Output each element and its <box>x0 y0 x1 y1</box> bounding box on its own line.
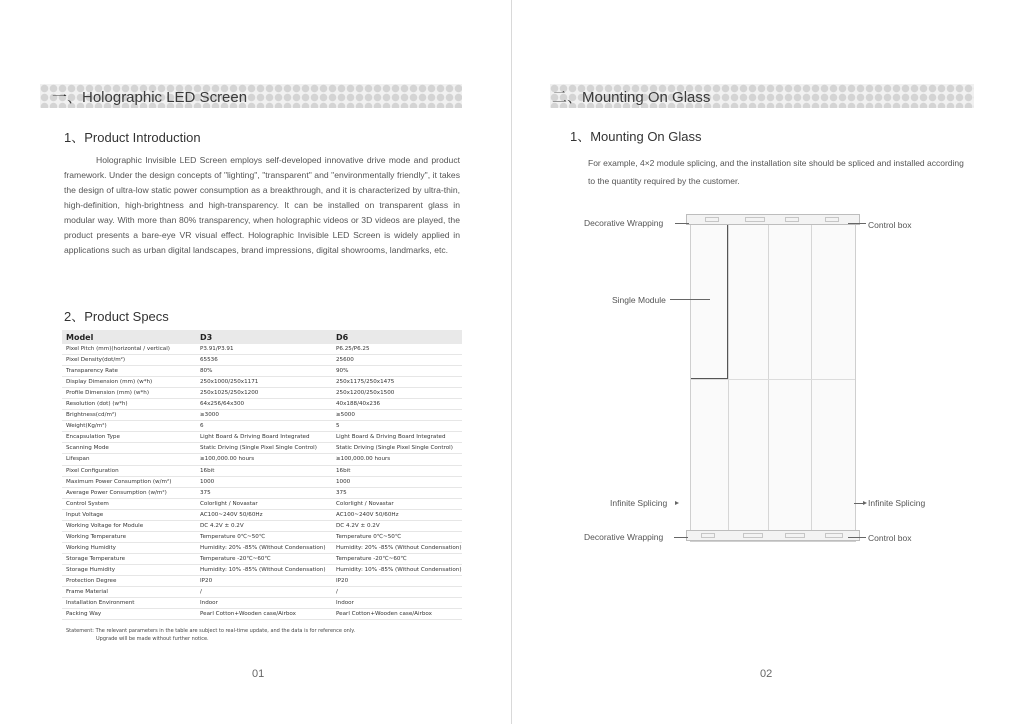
specs-table <box>62 330 462 620</box>
specs-header-row <box>62 330 462 344</box>
control-box-segment <box>785 533 805 538</box>
control-box-segment <box>743 533 763 538</box>
table-row <box>62 564 462 575</box>
table-row <box>62 366 462 377</box>
spec-name-cell: Scanning Mode <box>62 443 196 454</box>
mounting-description: For example, 4×2 module splicing, and the installation site should be spliced and installed according to the quantity required by the customer. <box>588 158 964 186</box>
table-row <box>62 531 462 542</box>
spec-d3-cell: IP20 <box>196 575 332 586</box>
table-row <box>62 399 462 410</box>
spec-d6-cell: 375 <box>332 487 462 498</box>
leader-line <box>674 537 688 538</box>
table-row <box>62 487 462 498</box>
spec-name-cell: Storage Humidity <box>62 564 196 575</box>
spec-name-cell: Resolution (dot) (w*h) <box>62 399 196 410</box>
arrow-right-icon <box>675 501 679 505</box>
spec-name-cell: Average Power Consumption (w/m²) <box>62 487 196 498</box>
spec-d6-cell: Pearl Cotton+Wooden case/Airbox <box>332 609 462 620</box>
page-number-left: 01 <box>252 668 265 680</box>
table-row <box>62 520 462 531</box>
right-page <box>512 0 1024 724</box>
label-infinite-splicing-left: Infinite Splicing <box>610 498 668 508</box>
decorative-wrapping-strip-top <box>686 214 860 225</box>
left-header-title: 一、Holographic LED Screen <box>52 89 248 106</box>
statement-line-2: Upgrade will be made without further notice. <box>96 635 209 642</box>
spec-d6-cell: P6.25/P6.25 <box>332 344 462 355</box>
spec-name-cell: Storage Temperature <box>62 553 196 564</box>
spec-name-cell: Protection Degree <box>62 575 196 586</box>
control-box-segment <box>825 533 843 538</box>
spec-d6-cell: DC 4.2V ± 0.2V <box>332 520 462 531</box>
table-row <box>62 476 462 487</box>
spec-name-cell: Weight(Kg/m²) <box>62 421 196 432</box>
table-row <box>62 443 462 454</box>
label-control-box-bottom: Control box <box>868 533 912 543</box>
spec-name-cell: Packing Way <box>62 609 196 620</box>
spec-d3-cell: P3.91/P3.91 <box>196 344 332 355</box>
table-row <box>62 465 462 476</box>
spec-d3-cell: / <box>196 587 332 598</box>
module-divider <box>768 219 769 541</box>
spec-d6-cell: 90% <box>332 366 462 377</box>
spec-name-cell: Working Temperature <box>62 531 196 542</box>
specs-header-d6: D6 <box>332 330 462 344</box>
spec-d6-cell: Colorlight / Novastar <box>332 498 462 509</box>
right-header-title: 二、Mounting On Glass <box>552 89 711 106</box>
table-row <box>62 498 462 509</box>
label-decorative-wrapping-bottom: Decorative Wrapping <box>584 532 664 542</box>
table-row <box>62 355 462 366</box>
specs-header-d3: D3 <box>196 330 332 344</box>
table-row <box>62 575 462 586</box>
label-control-box-top: Control box <box>868 220 912 230</box>
table-row <box>62 609 462 620</box>
spec-name-cell: Brightness(cd/m²) <box>62 410 196 421</box>
control-box-segment <box>705 217 719 222</box>
table-row <box>62 509 462 520</box>
statement-note <box>66 628 355 643</box>
spec-d6-cell: Temperature 0℃~50℃ <box>332 531 462 542</box>
spec-name-cell: Transparency Rate <box>62 366 196 377</box>
spec-name-cell: Control System <box>62 498 196 509</box>
spec-name-cell: Working Humidity <box>62 542 196 553</box>
spec-d6-cell: Light Board & Driving Board Integrated <box>332 432 462 443</box>
spec-d6-cell: / <box>332 587 462 598</box>
spec-d6-cell: 1000 <box>332 476 462 487</box>
mounting-section-title: 1、Mounting On Glass <box>570 129 702 144</box>
label-infinite-splicing-right: Infinite Splicing <box>868 498 926 508</box>
spec-d6-cell: Humidity: 20% -85% (Without Condensation) <box>332 542 462 553</box>
table-row <box>62 421 462 432</box>
table-row <box>62 542 462 553</box>
spec-name-cell: Encapsulation Type <box>62 432 196 443</box>
spec-d3-cell: 65536 <box>196 355 332 366</box>
spec-d6-cell: 40x188/40x236 <box>332 399 462 410</box>
spec-name-cell: Display Dimension (mm) (w*h) <box>62 377 196 388</box>
spec-d3-cell: Pearl Cotton+Wooden case/Airbox <box>196 609 332 620</box>
decorative-wrapping-strip-bottom <box>686 530 860 541</box>
table-row <box>62 344 462 355</box>
module-divider <box>728 219 729 541</box>
spec-d6-cell: ≥100,000.00 hours <box>332 454 462 465</box>
page-number-right: 02 <box>760 668 773 680</box>
module-row-divider <box>691 379 855 380</box>
spec-d3-cell: Light Board & Driving Board Integrated <box>196 432 332 443</box>
spec-name-cell: Profile Dimension (mm) (w*h) <box>62 388 196 399</box>
spec-d6-cell: Humidity: 10% -85% (Without Condensation) <box>332 564 462 575</box>
spec-d3-cell: Static Driving (Single Pixel Single Control) <box>196 443 332 454</box>
label-decorative-wrapping-top: Decorative Wrapping <box>584 218 664 228</box>
spec-d3-cell: 16bit <box>196 465 332 476</box>
spec-name-cell: Pixel Pitch (mm)(horizontal / vertical) <box>62 344 196 355</box>
spec-d3-cell: 1000 <box>196 476 332 487</box>
control-box-segment <box>785 217 799 222</box>
spec-d3-cell: Colorlight / Novastar <box>196 498 332 509</box>
spec-d6-cell: 250x1175/250x1475 <box>332 377 462 388</box>
table-row <box>62 432 462 443</box>
table-row <box>62 410 462 421</box>
label-single-module: Single Module <box>612 295 666 305</box>
leader-line <box>848 537 866 538</box>
spec-name-cell: Pixel Density(dot/m²) <box>62 355 196 366</box>
spec-d6-cell: ≥5000 <box>332 410 462 421</box>
spec-d3-cell: DC 4.2V ± 0.2V <box>196 520 332 531</box>
spec-d3-cell: 250x1000/250x1171 <box>196 377 332 388</box>
spec-d6-cell: Temperature -20℃~60℃ <box>332 553 462 564</box>
specs-title: 2、Product Specs <box>64 309 169 324</box>
table-row <box>62 388 462 399</box>
spec-d3-cell: 64x256/64x300 <box>196 399 332 410</box>
spec-d3-cell: Indoor <box>196 598 332 609</box>
spec-name-cell: Lifespan <box>62 454 196 465</box>
spec-d3-cell: 6 <box>196 421 332 432</box>
specs-header-model: Model <box>62 330 196 344</box>
spec-name-cell: Frame Material <box>62 587 196 598</box>
table-row <box>62 454 462 465</box>
spec-d6-cell: 5 <box>332 421 462 432</box>
table-row <box>62 377 462 388</box>
spec-d3-cell: 250x1025/250x1200 <box>196 388 332 399</box>
spec-name-cell: Input Voltage <box>62 509 196 520</box>
table-row <box>62 598 462 609</box>
spec-d6-cell: 250x1200/250x1500 <box>332 388 462 399</box>
spec-name-cell: Working Voltage for Module <box>62 520 196 531</box>
control-box-segment <box>745 217 765 222</box>
spec-d3-cell: AC100~240V 50/60Hz <box>196 509 332 520</box>
spec-d6-cell: AC100~240V 50/60Hz <box>332 509 462 520</box>
module-divider <box>811 219 812 541</box>
leader-line <box>848 223 866 224</box>
spec-d6-cell: IP20 <box>332 575 462 586</box>
leader-line <box>670 299 710 300</box>
spec-name-cell: Pixel Configuration <box>62 465 196 476</box>
control-box-segment <box>825 217 839 222</box>
spec-d6-cell: 16bit <box>332 465 462 476</box>
spec-d3-cell: Humidity: 20% -85% (Without Condensation) <box>196 542 332 553</box>
spec-name-cell: Maximum Power Consumption (w/m²) <box>62 476 196 487</box>
arrow-right-icon <box>863 501 867 505</box>
spec-d3-cell: ≥100,000.00 hours <box>196 454 332 465</box>
specs-table-body <box>62 344 462 620</box>
table-row <box>62 587 462 598</box>
spec-d6-cell: 25600 <box>332 355 462 366</box>
control-box-segment <box>701 533 715 538</box>
spec-d3-cell: Humidity: 10% -85% (Without Condensation) <box>196 564 332 575</box>
intro-paragraph: Holographic Invisible LED Screen employs self-developed innovative drive mode and product framework. Under the design concepts of "lighting", "transparent" and "environmentally friendly", it takes the design of ultra-low static power consumption as a breakthrough, and it is characterized by ultra-thin, high-definition, high-brightness and high-transparency. It can be installed on transparent glass in modular way. With more than 80% transparency, when holographic videos or 3D videos are played, the product presents a bare-eye VR visual effect. Holographic Invisible LED Screen is widely applied in applications such as urban digital landscapes, brand impressions, digital showrooms, landmarks, etc. <box>64 155 460 255</box>
spec-d6-cell: Indoor <box>332 598 462 609</box>
spec-d3-cell: 375 <box>196 487 332 498</box>
spec-d3-cell: 80% <box>196 366 332 377</box>
spec-d3-cell: Temperature 0℃~50℃ <box>196 531 332 542</box>
spec-d3-cell: ≥3000 <box>196 410 332 421</box>
leader-line <box>675 223 689 224</box>
statement-line-1: Statement: The relevant parameters in the table are subject to real-time update, and the data is for reference only. <box>66 628 356 634</box>
intro-title: 1、Product Introduction <box>64 130 201 145</box>
spec-d3-cell: Temperature -20℃~60℃ <box>196 553 332 564</box>
spec-d6-cell: Static Driving (Single Pixel Single Control) <box>332 443 462 454</box>
single-module-outline <box>691 221 728 379</box>
table-row <box>62 553 462 564</box>
led-panel-grid <box>690 218 856 542</box>
spec-name-cell: Installation Environment <box>62 598 196 609</box>
